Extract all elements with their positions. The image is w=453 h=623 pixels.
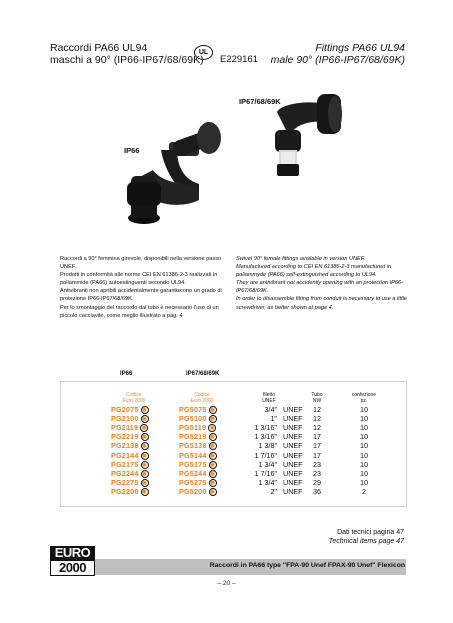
cell-unef-text: UNEF (283, 477, 303, 487)
cell-pack-text: 10 (360, 423, 368, 433)
euro2000-logo (50, 546, 95, 576)
cell-unef-text: UNEF (283, 450, 303, 460)
fitting-symbol-icon: ◉ (210, 470, 215, 477)
cell-unef (283, 488, 303, 497)
cell-code-ip66-text: PG2244 (111, 468, 139, 478)
cell-size-text: 1 3/8" (258, 441, 277, 451)
desc-it-paragraph: Prodotti in conformità alle norme CEI EN 61386-2-3 realizzati in poliammide (PA66) autoestinguenti secondo UL94. (60, 272, 218, 287)
col-header-pack: confezione pz. (351, 392, 377, 404)
cell-unef-text: UNEF (283, 486, 303, 496)
ul-certification-icon: UL (194, 45, 213, 60)
cell-code-ip66-text: PG2119 (111, 423, 139, 433)
note-italian: Dati tecnici pagina 47 (337, 529, 404, 536)
fitting-symbol-icon: ◉ (210, 434, 215, 441)
fitting-symbol-icon: ◉ (142, 434, 147, 441)
cell-tube-text: 23 (313, 459, 321, 469)
cell-size-text: 1 3/16" (254, 432, 277, 442)
fitting-symbol-icon: ◉ (210, 407, 215, 414)
fitting-symbol-icon: ◉ (209, 425, 215, 432)
cell-pack-text: 10 (360, 432, 368, 442)
fitting-symbol-icon: ◉ (142, 461, 147, 468)
fitting-symbol-icon: ◉ (142, 452, 147, 459)
col-header-code-ip67: Codice Euro 2000 (190, 392, 214, 404)
fitting-symbol-icon: ◉ (210, 416, 215, 423)
cell-tube-text: 12 (313, 405, 321, 414)
fitting-symbol-icon: ◉ (210, 443, 215, 450)
table-body (60, 381, 407, 507)
logo-bottom-text: 2000 (50, 560, 95, 576)
cell-code-ip67-text: PG5219 (179, 432, 207, 442)
fitting-symbol-icon: ◉ (210, 479, 215, 486)
desc-it-paragraph: Antivibranti non apribili accidentalmente garantiscono un grado di protezione IP66-IP67/68/69K. (60, 288, 222, 303)
col-header-thread: filetto UNEF (262, 392, 276, 404)
title-english (271, 42, 405, 66)
title-it-line2: maschi a 90° (IP66-IP67/68/69K) (50, 54, 204, 66)
fitting-symbol-icon: ◉ (210, 488, 215, 495)
fittings-illustration (49, 80, 405, 236)
cell-tube-text: 36 (313, 486, 321, 496)
cell-tube-text: 17 (313, 432, 321, 442)
cell-unef-text: UNEF (283, 432, 303, 442)
desc-en-paragraph: Manufactured according to CEI EN 61386-2-3 manufactured in poliammyde (PA66) self-extinguished according to UL94. (236, 264, 392, 279)
cell-size-text: 1 3/4" (258, 459, 277, 469)
group-header-ip66: IP66 (120, 371, 133, 377)
cell-code-ip66-text: PG2144 (111, 450, 139, 460)
fitting-symbol-icon: ◉ (142, 470, 147, 477)
table-row (61, 488, 406, 497)
note-english: Technical items page 47 (328, 538, 404, 545)
cell-code-ip67-text: PG5138 (179, 441, 207, 451)
cell-pack-text: 10 (360, 450, 368, 460)
cell-tube-text: 17 (313, 450, 321, 460)
cell-unef-text: UNEF (283, 423, 303, 433)
cell-size-text: 1 3/16" (254, 423, 277, 433)
cell-code-ip66-text: PG2100 (111, 414, 139, 424)
title-en-line2: male 90° (IP66-IP67/68/69K) (270, 54, 405, 66)
ul-file-code: E229161 (220, 54, 259, 65)
cell-unef-text: UNEF (283, 405, 303, 414)
cell-code-ip67-text: PG5200 (179, 486, 207, 496)
fitting-symbol-icon: ◉ (141, 425, 147, 432)
cell-code-ip66-text: PG2138 (111, 441, 139, 451)
cell-size-text: 1 3/4" (258, 477, 277, 487)
cell-tube-text: 12 (313, 414, 321, 424)
product-photo (49, 80, 405, 236)
fitting-symbol-icon: ◉ (142, 488, 147, 495)
cell-unef-text: UNEF (283, 441, 303, 451)
desc-it-paragraph: Raccordi a 90° femmina girevole, disponibili nella versione passo UNEF. (60, 256, 222, 271)
cell-code-ip67-text: PG5144 (179, 450, 207, 460)
title-italian (50, 42, 204, 66)
cell-size-text: 3/4" (264, 405, 277, 414)
fitting-symbol-icon: ◉ (210, 452, 215, 459)
description-english (236, 255, 408, 312)
cell-code-ip66-text: PG2275 (111, 477, 139, 487)
cell-pack-text: 10 (360, 459, 368, 469)
cell-pack-text: 10 (360, 477, 368, 487)
fitting-symbol-icon: ◉ (142, 407, 147, 414)
label-ip67: IP67/68/69K (239, 97, 281, 106)
cell-code-ip66-text: PG2200 (111, 486, 139, 496)
cell-code-ip66-text: PG2075 (111, 405, 139, 414)
group-header-ip67: IP67/68/69K (186, 371, 220, 377)
cell-pack (346, 488, 382, 497)
title-en-line1: Fittings PA66 UL94 (315, 42, 405, 54)
cell-code-ip66-text: PG2219 (111, 432, 139, 442)
title-it-line1: Raccordi PA66 UL94 (50, 42, 148, 54)
ip67-elbow-fitting (275, 94, 342, 176)
cell-tube-text: 12 (313, 423, 321, 433)
cell-code-ip67 (179, 488, 217, 497)
cell-pack-text: 10 (360, 414, 368, 424)
col-header-tube: Tubo NW (311, 392, 323, 404)
desc-en-paragraph: They are antivibrant not accidently opening with an protection IP66-IP67/68/69K. (236, 280, 403, 295)
cell-code-ip67-text: PG5244 (179, 468, 207, 478)
cell-pack-text: 10 (360, 441, 368, 451)
cell-size-text: 1 7/16" (254, 450, 277, 460)
cell-unef-text: UNEF (283, 459, 303, 469)
cell-pack-text: 10 (360, 405, 368, 414)
fitting-symbol-icon: ◉ (142, 443, 147, 450)
cell-code-ip67-text: PG5100 (179, 414, 207, 424)
col-header-code-ip66: Codice Euro 2000 (122, 392, 146, 404)
label-ip66: IP66 (124, 146, 140, 155)
cell-size-text: 1" (270, 414, 277, 424)
fitting-symbol-icon: ◉ (142, 416, 147, 423)
cell-code-ip67-text: PG5175 (179, 459, 207, 469)
ip66-elbow-fitting (127, 122, 222, 224)
footer-banner-text: Raccordi in PA66 type "FPA-90 Unef FPAX-90 Unef" Flexicon (209, 562, 405, 569)
desc-en-paragraph: In order to disassemble fitting from conduit is necessary to use a little screwdriver, as better shown at page 4. (236, 296, 407, 311)
cell-code-ip67-text: PG5275 (179, 477, 207, 487)
cell-code-ip66-text: PG2175 (111, 459, 139, 469)
cell-size-text: 1 7/16" (254, 468, 277, 478)
fitting-symbol-icon: ◉ (142, 479, 147, 486)
cell-size (247, 488, 277, 497)
fitting-symbol-icon: ◉ (210, 461, 215, 468)
cell-tube-text: 29 (313, 477, 321, 487)
cell-code-ip67-text: PG5119 (179, 423, 207, 433)
cell-unef-text: UNEF (283, 468, 303, 478)
desc-en-paragraph: Swivel 90° female fittings available in version UNEF. (236, 256, 365, 262)
cell-tube (307, 488, 327, 497)
logo-top-text: EURO (50, 546, 95, 560)
technical-notes (329, 528, 404, 546)
cell-pack-text: 10 (360, 468, 368, 478)
cell-tube-text: 17 (313, 441, 321, 451)
cell-code-ip66 (111, 488, 149, 497)
cell-pack-text: 2 (362, 486, 366, 496)
desc-it-paragraph: Per lo smontaggio del raccordo dal tubo è necessario l'uso di un piccolo cacciavite, come meglio illustrato a pag. 4 (60, 304, 219, 319)
page-number: – 20 – (217, 580, 236, 587)
cell-size-text: 2" (270, 486, 277, 496)
cell-unef-text: UNEF (283, 414, 303, 424)
cell-tube-text: 23 (313, 468, 321, 478)
cell-code-ip67-text: PG5075 (179, 405, 207, 414)
description-italian (60, 255, 228, 320)
